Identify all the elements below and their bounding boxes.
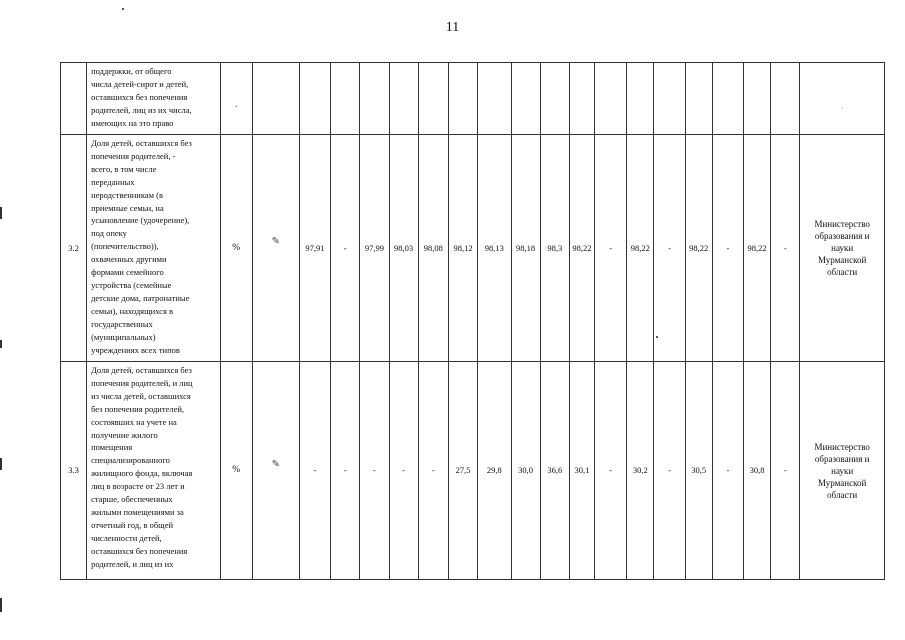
- description-line: состоявших на учете на: [91, 416, 177, 427]
- description-line: Доля детей, оставшихся без: [91, 365, 192, 375]
- value-cell: 30,0: [511, 362, 540, 580]
- ministry-cell: [800, 135, 885, 362]
- scan-edge-mark: [0, 458, 2, 470]
- value-cell: [540, 63, 569, 135]
- value-cell: 27,5: [448, 362, 477, 580]
- value-cell: 30,8: [744, 362, 771, 580]
- value-cell: [627, 63, 654, 135]
- description-line: (попечительство)),: [91, 241, 159, 252]
- scan-speck: [122, 8, 124, 10]
- description-line: лиц в возрасте от 23 лет и: [91, 481, 185, 492]
- description-line: попечения родителей, -: [91, 150, 176, 161]
- description-line: охваченных другими: [91, 254, 167, 265]
- description-cell: [87, 63, 221, 135]
- description-line: специализированного: [91, 455, 170, 466]
- value-cell: [389, 63, 418, 135]
- unit-cell: [220, 63, 252, 135]
- value-cell: 98,22: [685, 135, 712, 362]
- description-line: без попечения родителей,: [91, 403, 185, 414]
- value-cell: -: [712, 362, 743, 580]
- scan-edge-mark: [0, 340, 2, 348]
- value-cell: -: [331, 135, 360, 362]
- scan-edge-mark: [0, 207, 2, 219]
- value-cell: 36,6: [540, 362, 569, 580]
- ministry-line: Мурманской области: [818, 477, 867, 500]
- ministry-line: образования и науки: [814, 231, 870, 253]
- description-line: (муниципальных): [91, 331, 156, 342]
- description-line: помещения: [91, 442, 133, 453]
- value-cell: [511, 63, 540, 135]
- value-cell: 98,12: [448, 135, 477, 362]
- description-line: численности детей,: [91, 532, 162, 543]
- value-cell: [360, 63, 389, 135]
- value-cell: 98,13: [478, 135, 511, 362]
- description-line: Доля детей, оставшихся без: [91, 138, 192, 148]
- description-line: формами семейного: [91, 267, 164, 278]
- page-number: 11: [445, 20, 460, 35]
- value-cell: -: [360, 362, 389, 580]
- ministry-cell: [800, 63, 885, 135]
- description-line: под опеку: [91, 228, 127, 239]
- value-cell: [685, 63, 712, 135]
- value-cell: 98,18: [511, 135, 540, 362]
- indicators-table: [60, 62, 885, 580]
- value-cell: [331, 63, 360, 135]
- value-cell: [418, 63, 448, 135]
- ministry-line: Министерство: [814, 441, 870, 452]
- value-cell: [569, 63, 594, 135]
- ministry-line: образования и науки: [814, 453, 870, 476]
- pen-icon: ✎: [271, 236, 281, 248]
- description-line: оставшихся без попечения: [91, 91, 188, 102]
- description-line: устройства (семейные: [91, 279, 172, 290]
- description-line: всего, в том числе: [91, 163, 157, 174]
- ministry-line: Мурманской области: [818, 255, 867, 277]
- description-line: поддержки, от общего: [91, 66, 172, 76]
- description-line: жилищного фонда, включая: [91, 468, 193, 479]
- value-cell: 98,03: [389, 135, 418, 362]
- description-line: оставшихся без попечения: [91, 545, 188, 556]
- description-line: из числа детей, оставшихся: [91, 390, 191, 401]
- value-cell: 98,22: [627, 135, 654, 362]
- description-line: родителей, и лиц из их: [91, 558, 174, 569]
- description-line: жилыми помещениями за: [91, 506, 184, 517]
- value-cell: 98,3: [540, 135, 569, 362]
- value-cell: 30,2: [627, 362, 654, 580]
- table-row-continuation: [61, 63, 885, 135]
- description-line: отчетный год, в общей: [91, 519, 174, 530]
- value-cell: -: [299, 362, 330, 580]
- value-cell: -: [654, 135, 685, 362]
- value-cell: 98,08: [418, 135, 448, 362]
- value-cell: [594, 63, 626, 135]
- description-line: попечения родителей, и лиц: [91, 377, 193, 388]
- row-number: 3.2: [61, 135, 87, 362]
- value-cell: 97,91: [299, 135, 330, 362]
- marker-cell: [252, 362, 299, 580]
- value-cell: [252, 63, 299, 135]
- pen-icon: ✎: [271, 458, 281, 470]
- value-cell: -: [771, 135, 800, 362]
- value-cell: -: [771, 362, 800, 580]
- description-line: неродственникам (в: [91, 189, 163, 200]
- value-cell: -: [654, 362, 685, 580]
- description-line: учреждениях всех типов: [91, 344, 180, 355]
- value-cell: [448, 63, 477, 135]
- description-cell: [87, 362, 221, 580]
- table-row-3-2: [61, 135, 885, 362]
- table-row-3-3: [61, 362, 885, 580]
- value-cell: [654, 63, 685, 135]
- row-number-cell: [61, 63, 87, 135]
- unit-mark: .: [234, 98, 238, 110]
- value-cell: -: [418, 362, 448, 580]
- marker-cell: [252, 135, 299, 362]
- unit-cell: %: [220, 362, 252, 580]
- value-cell: 97,99: [360, 135, 389, 362]
- description-line: усыновление (удочерение),: [91, 215, 190, 226]
- value-cell: -: [389, 362, 418, 580]
- scan-edge-mark: [0, 598, 2, 612]
- description-cell: [87, 135, 221, 362]
- description-line: имеющих на это право: [91, 117, 174, 128]
- description-line: старше, обеспеченных: [91, 494, 173, 505]
- value-cell: 30,1: [569, 362, 594, 580]
- description-line: переданных: [91, 176, 135, 187]
- value-cell: -: [331, 362, 360, 580]
- description-line: числа детей-сирот и детей,: [91, 78, 189, 89]
- description-line: приемные семьи, на: [91, 202, 164, 213]
- description-line: детские дома, патронатные: [91, 292, 190, 303]
- value-cell: 98,22: [569, 135, 594, 362]
- description-line: родителей, лиц из их числа,: [91, 104, 192, 115]
- value-cell: 30,5: [685, 362, 712, 580]
- value-cell: 29,8: [478, 362, 511, 580]
- description-line: получение жилого: [91, 429, 158, 440]
- value-cell: -: [594, 135, 626, 362]
- ministry-mark: ·: [840, 103, 844, 113]
- value-cell: [478, 63, 511, 135]
- ministry-cell: [800, 362, 885, 580]
- row-number: 3.3: [61, 362, 87, 580]
- unit-cell: %: [220, 135, 252, 362]
- value-cell: -: [712, 135, 743, 362]
- value-cell: [771, 63, 800, 135]
- value-cell: [744, 63, 771, 135]
- description-line: семьи), находящихся в: [91, 305, 174, 316]
- ministry-line: Министерство: [814, 219, 870, 229]
- value-cell: [299, 63, 330, 135]
- value-cell: [712, 63, 743, 135]
- value-cell: -: [594, 362, 626, 580]
- value-cell: 98,22: [744, 135, 771, 362]
- description-line: государственных: [91, 318, 153, 329]
